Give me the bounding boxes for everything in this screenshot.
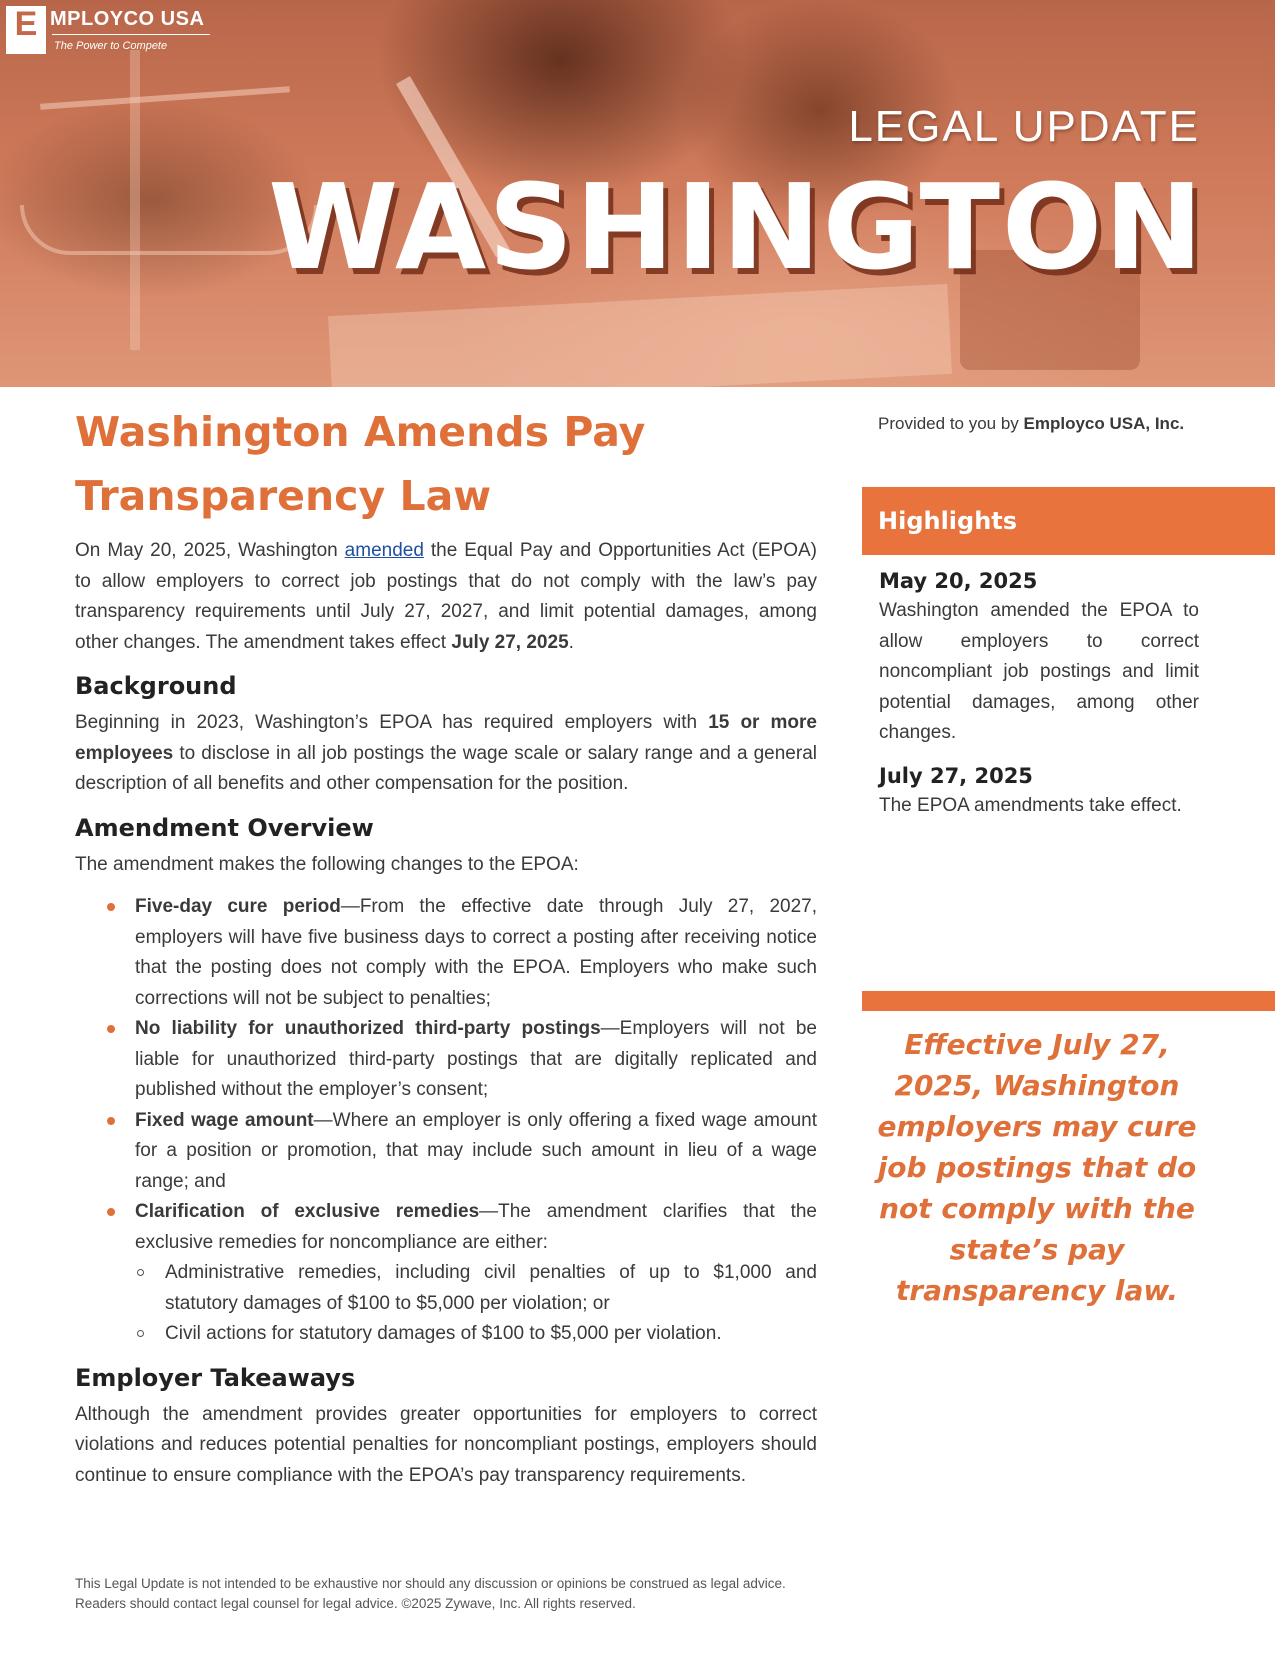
amendment-item-remedies: [75, 1197, 817, 1350]
provided-company: Employco USA, Inc.: [1023, 414, 1185, 433]
highlight-date: July 27, 2025: [879, 763, 1033, 788]
banner-scale-beam: [40, 86, 290, 109]
company-logo: [6, 6, 206, 56]
takeaways-paragraph: Although the amendment provides greater opportunities for employers to correct violations and reduces potential penalties for noncompliant postings, employers should continue to ensure compliance with the EPOA’s pay transparency requirements.: [75, 1403, 817, 1486]
background-text-start: Beginning in 2023, Washington’s EPOA has required employers with: [75, 712, 709, 733]
overview-heading: Amendment Overview: [75, 813, 374, 842]
highlight-item: [879, 566, 1199, 749]
background-text-end: to disclose in all job postings the wage scale or salary range and a general description of all benefits and other compensation for the position.: [75, 742, 817, 794]
intro-effective-date: July 27, 2025: [451, 631, 569, 653]
amendment-list: [75, 892, 817, 1350]
highlights-header: Highlights: [862, 487, 1275, 555]
amendment-term: Fixed wage amount: [135, 1109, 314, 1131]
amendment-term: Clarification of exclusive remedies: [135, 1201, 480, 1222]
logo-rule: [52, 34, 210, 35]
banner-paper: [328, 284, 952, 387]
amendment-text: —From the effective date through July 27, 2027, employers will have five business days to correct a posting after receiving notice that the posting does not comply with the EPOA. Employers who make such corrections will not be subject to penalties;: [135, 896, 817, 1009]
amendment-item-fixed-wage: [75, 1106, 817, 1198]
intro-text-middle: the Equal Pay and Opportunities Act (EPOA) to allow employers to correct job postings that do not comply with the law’s pay transparency requirements until July 27, 2027, and limit potential damages, among other changes. The amendment takes effect: [75, 540, 817, 653]
amendment-text: —Where an employer is only offering a fixed wage amount for a position or promotion, that may include such amount in lieu of a wage range; and: [135, 1109, 817, 1192]
overview-lead: The amendment makes the following changes to the EPOA:: [75, 853, 579, 875]
intro-paragraph: [75, 536, 817, 658]
background-paragraph: [75, 708, 817, 800]
legal-disclaimer: This Legal Update is not intended to be exhaustive nor should any discussion or opinions be construed as legal advice. Readers should contact legal counsel for legal advice. ©2025 Zywave, Inc. All rights reserved.: [75, 1576, 786, 1611]
article-main: [75, 400, 817, 1491]
remedies-sublist: [135, 1258, 817, 1350]
amended-link[interactable]: amended: [344, 540, 424, 561]
logo-letter: E: [6, 6, 46, 54]
amendment-text: —The amendment clarifies that the exclusive remedies for noncompliance are either:: [135, 1201, 817, 1253]
banner-scale-post: [130, 50, 140, 350]
bullet-dot: [107, 1025, 115, 1033]
amendment-item-third-party: [75, 1014, 817, 1106]
intro-text-end: .: [568, 631, 574, 653]
remedy-text: Civil actions for statutory damages of $100 to $5,000 per violation.: [165, 1323, 722, 1344]
highlight-text: The EPOA amendments take effect.: [879, 794, 1182, 816]
takeaways-heading: Employer Takeaways: [75, 1363, 356, 1392]
remedy-text: Administrative remedies, including civil penalties of up to $1,000 and statutory damages of $100 to $5,000 per violation; or: [165, 1262, 817, 1314]
article-title: Washington Amends Pay Transparency Law: [75, 408, 646, 520]
highlight-date: May 20, 2025: [879, 569, 1038, 593]
amendment-term: Five-day cure period: [135, 896, 341, 917]
bullet-dot: [107, 1208, 115, 1216]
bullet-dot: [107, 903, 115, 911]
sub-bullet-ring: [137, 1330, 144, 1337]
intro-text-start: On May 20, 2025, Washington: [75, 540, 345, 561]
callout-divider: [862, 991, 1275, 1011]
highlights-list: [879, 566, 1199, 833]
provided-prefix: Provided to you by: [878, 414, 1024, 433]
remedy-item-civil: [135, 1319, 817, 1350]
background-heading: Background: [75, 672, 237, 700]
amendment-text: —Employers will not be liable for unauthorized third-party postings that are digitally replicated and published without the employer’s consent;: [135, 1018, 817, 1100]
highlight-item: [879, 761, 1199, 822]
pull-quote: Effective July 27, 2025, Washington employers may cure job postings that do not comply with the state’s pay transparency law.: [877, 1028, 1197, 1307]
bullet-dot: [107, 1117, 115, 1125]
provided-by: [878, 414, 1184, 434]
sub-bullet-ring: [137, 1269, 144, 1276]
highlight-text: Washington amended the EPOA to allow employers to correct noncompliant job postings and limit potential damages, among other changes.: [879, 600, 1199, 743]
logo-name: MPLOYCO USA: [50, 8, 205, 30]
header-banner: [0, 0, 1275, 387]
background-employee-threshold: 15 or more employees: [75, 712, 817, 764]
remedy-item-administrative: [135, 1258, 817, 1319]
amendment-term: No liability for unauthorized third-party postings: [135, 1018, 601, 1039]
amendment-item-cure-period: [75, 892, 817, 1014]
logo-tagline: The Power to Compete: [54, 40, 168, 52]
banner-title: WASHINGTON: [268, 158, 1205, 296]
banner-kicker: LEGAL UPDATE: [848, 102, 1200, 151]
